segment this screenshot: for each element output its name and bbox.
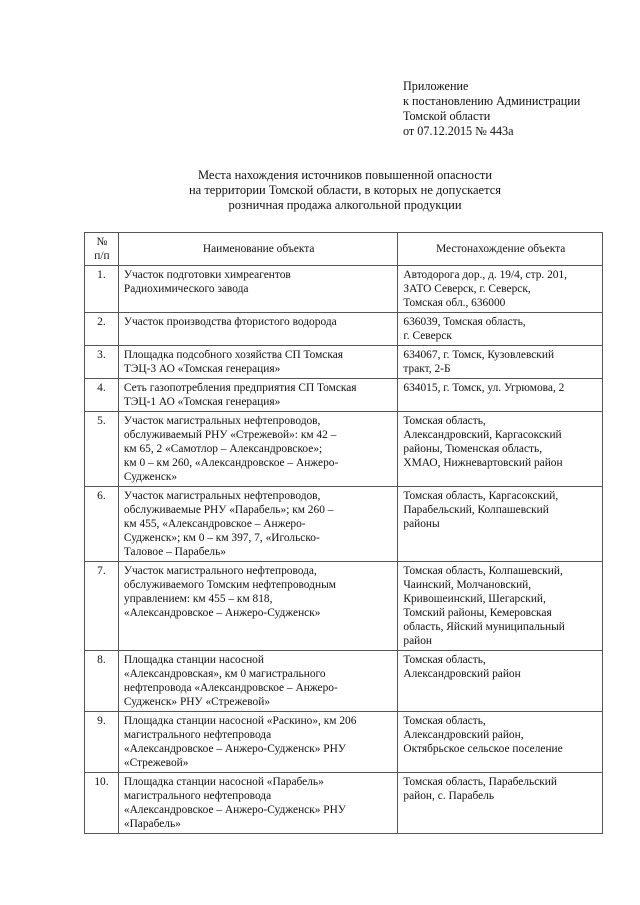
object-name-line: «Александровская», км 0 магистрального — [123, 668, 326, 680]
object-name-line: Таловое – Парабель» — [123, 546, 226, 558]
table-row — [85, 313, 603, 346]
appendix-line: к постановлению Администрации — [403, 94, 581, 108]
object-name-line: обслуживаемого Томским нефтепроводным — [123, 579, 336, 591]
object-location-line: Томская область, — [403, 415, 486, 427]
row-number: 1. — [85, 266, 119, 313]
object-name — [118, 412, 398, 487]
object-location-line: 634067, г. Томск, Кузовлевский — [403, 349, 555, 361]
object-name — [118, 346, 398, 379]
object-name-line: обслуживаемые РНУ «Парабель»; км 260 – — [123, 504, 334, 516]
row-number: 9. — [85, 712, 119, 773]
header-name: Наименование объекта — [118, 233, 398, 266]
object-location-line: районы, Тюменская область, — [403, 443, 543, 455]
table-row — [85, 379, 603, 412]
object-name-line: км 0 – км 260, «Александровское – Анжеро- — [123, 457, 339, 469]
object-location-line: область, Яйский муниципальный — [403, 621, 565, 633]
object-location-line: Парабельский, Колпашевский — [403, 504, 549, 516]
appendix-line: Томской области — [403, 109, 491, 123]
table-row — [85, 651, 603, 712]
object-name-line: «Парабель» — [123, 818, 181, 830]
object-name-line: Площадка станции насосной — [123, 654, 264, 666]
object-location — [398, 266, 603, 313]
object-name-line: Судженск» — [123, 471, 178, 483]
object-location-line: 634015, г. Томск, ул. Угрюмова, 2 — [403, 382, 565, 394]
table-row — [85, 562, 603, 651]
table-row — [85, 773, 603, 834]
object-location-line: Томская область, Парабельский — [403, 776, 558, 788]
object-location — [398, 651, 603, 712]
object-location-line: Александровский, Каргасокский — [403, 429, 562, 441]
object-name — [118, 562, 398, 651]
object-name — [118, 651, 398, 712]
object-location-line: Томский районы, Кемеровская — [403, 607, 552, 619]
object-location-line: Александровский район, — [403, 729, 524, 741]
object-name-line: Судженск» РНУ «Стрежевой» — [123, 696, 271, 708]
object-name-line: «Стрежевой» — [123, 757, 189, 769]
title-line: на территории Томской области, в которых не допускается — [188, 183, 502, 197]
table-row — [85, 412, 603, 487]
object-location — [398, 313, 603, 346]
appendix-block — [403, 79, 580, 139]
header-number-line: п/п — [94, 250, 110, 262]
object-location-line: Автодорога дор., д. 19/4, стр. 201, — [403, 269, 568, 281]
header-number — [85, 233, 119, 266]
object-name — [118, 773, 398, 834]
table-row — [85, 487, 603, 562]
object-location-line: район, с. Парабель — [403, 790, 495, 802]
table-header-row — [85, 233, 603, 266]
appendix-line: Приложение — [403, 79, 469, 93]
object-name-line: ТЭЦ-3 АО «Томская генерация» — [123, 363, 281, 375]
row-number: 5. — [85, 412, 119, 487]
object-name — [118, 313, 398, 346]
object-location-line: Томская область, — [403, 654, 486, 666]
table-row — [85, 346, 603, 379]
object-name-line: Участок магистрального нефтепровода, — [123, 565, 317, 577]
object-name — [118, 266, 398, 313]
object-location — [398, 487, 603, 562]
object-location-line: Томская область, — [403, 715, 486, 727]
object-location — [398, 412, 603, 487]
object-name-line: Участок магистральных нефтепроводов, — [123, 415, 321, 427]
object-location — [398, 346, 603, 379]
object-location-line: Томская область, Каргасокский, — [403, 490, 559, 502]
object-name-line: «Александровское – Анжеро-Судженск» РНУ — [123, 804, 346, 816]
object-name-line: Судженск»; км 0 – км 397, 7, «Игольско- — [123, 532, 320, 544]
table-row — [85, 712, 603, 773]
title-line: розничная продажа алкогольной продукции — [228, 198, 462, 212]
object-name — [118, 379, 398, 412]
object-location-line: Октябрьское сельское поселение — [403, 743, 563, 755]
object-name-line: обслуживаемый РНУ «Стрежевой»: км 42 – — [123, 429, 337, 441]
object-name-line: магистрального нефтепровода — [123, 790, 272, 802]
objects-table — [84, 232, 603, 834]
row-number: 4. — [85, 379, 119, 412]
table-row — [85, 266, 603, 313]
object-location-line: Кривошеинский, Шегарский, — [403, 593, 546, 605]
object-location-line: Александровский район — [403, 668, 521, 680]
table-body — [85, 266, 603, 834]
header-location: Местонахождение объекта — [398, 233, 603, 266]
object-name-line: «Александровское – Анжеро-Судженск» РНУ — [123, 743, 346, 755]
object-location-line: г. Северск — [403, 330, 452, 342]
object-location-line: ЗАТО Северск, г. Северск, — [403, 283, 531, 295]
object-location — [398, 773, 603, 834]
object-location-line: тракт, 2-Б — [403, 363, 451, 375]
header-number-line: № — [96, 236, 108, 248]
object-name-line: Площадка станции насосной «Раскино», км 206 — [123, 715, 357, 727]
object-location-line: Чаинский, Молчановский, — [403, 579, 532, 591]
row-number: 7. — [85, 562, 119, 651]
object-name-line: управлением: км 455 – км 818, — [123, 593, 273, 605]
object-name-line: Радиохимического завода — [123, 283, 249, 295]
object-name-line: Участок подготовки химреагентов — [123, 269, 291, 281]
object-name — [118, 712, 398, 773]
object-location — [398, 562, 603, 651]
object-location — [398, 712, 603, 773]
document-title — [100, 168, 590, 213]
object-location-line: район — [403, 635, 433, 647]
object-location-line: ХМАО, Нижневартовский район — [403, 457, 563, 469]
appendix-line: от 07.12.2015 № 443а — [403, 124, 514, 138]
row-number: 2. — [85, 313, 119, 346]
object-name-line: «Александровское – Анжеро-Судженск» — [123, 607, 321, 619]
title-line: Места нахождения источников повышенной опасности — [197, 168, 493, 182]
object-name — [118, 487, 398, 562]
object-location-line: 636039, Томская область, — [403, 316, 526, 328]
object-name-line: Сеть газопотребления предприятия СП Томская — [123, 382, 357, 394]
row-number: 3. — [85, 346, 119, 379]
object-name-line: Участок магистральных нефтепроводов, — [123, 490, 321, 502]
object-name-line: ТЭЦ-1 АО «Томская генерация» — [123, 396, 281, 408]
row-number: 8. — [85, 651, 119, 712]
row-number: 6. — [85, 487, 119, 562]
object-name-line: км 455, «Александровское – Анжеро- — [123, 518, 306, 530]
object-name-line: нефтепровода «Александровское – Анжеро- — [123, 682, 338, 694]
object-name-line: Участок производства фтористого водорода — [123, 316, 337, 328]
row-number: 10. — [85, 773, 119, 834]
object-location-line: Томская область, Колпашевский, — [403, 565, 563, 577]
object-location-line: районы — [403, 518, 440, 530]
object-location-line: Томская обл., 636000 — [403, 297, 506, 309]
object-name-line: Площадка подсобного хозяйства СП Томская — [123, 349, 344, 361]
object-name-line: км 65, 2 «Самотлор – Александровское»; — [123, 443, 323, 455]
object-location — [398, 379, 603, 412]
object-name-line: Площадка станции насосной «Парабель» — [123, 776, 324, 788]
object-name-line: магистрального нефтепровода — [123, 729, 272, 741]
